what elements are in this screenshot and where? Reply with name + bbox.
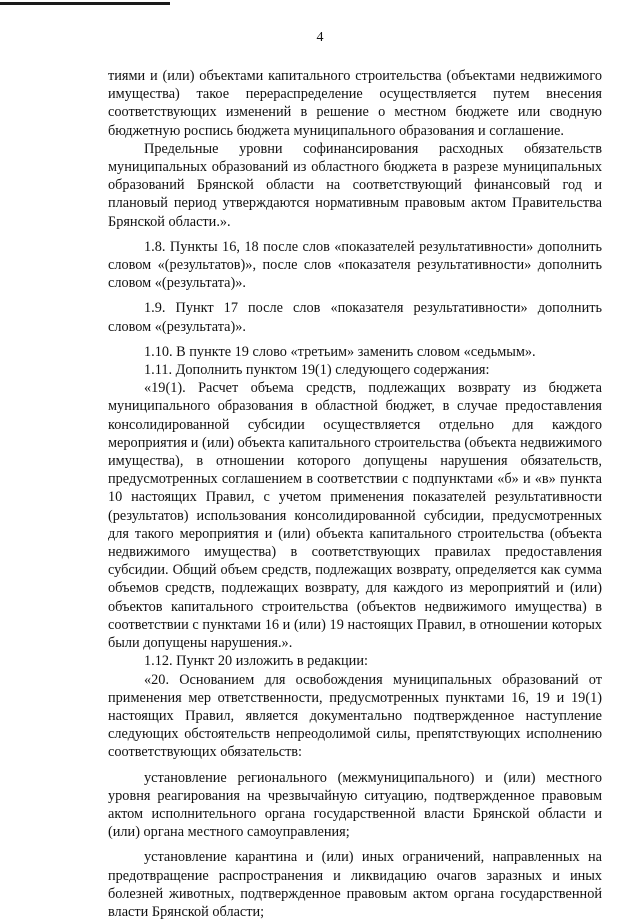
top-rule	[0, 2, 170, 5]
paragraph: «19(1). Расчет объема средств, подлежащих возврату из бюджета муниципального образования в областной бюджет, в случае предоставления консолидированной субсидии осуществляется отдельно для каждого мероприятия и (или) объекта капитального строительства (объекта недвижимого имущества), в отношении которого допущены нарушения обязательств, предусмотренных соглашением в соответствии с подпунктами «б» и «в» пункта 10 настоящих Правил, с учетом применения показателей результативности (результатов) использования консолидированной субсидии, предусмотренных для такого мероприятия и (или) объекта капитального строительства (объекта недвижимого имущества) в соответствующих правилах предоставления субсидии. Общий объем средств, подлежащих возврату, определяется как сумма объемов средств, подлежащих возврату, для каждого из мероприятий и (или) объектов капитального строительства (объектов недвижимого имущества) в соответствии с пунктами 16 и (или) 19 настоящих Правил, в отношении которых были допущены нарушения.».	[108, 380, 602, 652]
paragraph: «20. Основанием для освобождения муниципальных образований от применения мер ответственности, предусмотренных пунктами 16, 19 и 19(1) настоящих Правил, является документально подтвержденное наступление следующих обстоятельств непреодолимой силы, препятствующих исполнению соответствующих обязательств:	[108, 671, 602, 761]
paragraph: 1.10. В пункте 19 слово «третьим» заменить словом «седьмым».	[144, 343, 536, 360]
paragraph: 1.9. Пункт 17 после слов «показателя результативности» дополнить словом «(результата)».	[108, 300, 602, 335]
paragraph: установление регионального (межмуниципального) и (или) местного уровня реагирования на чрезвычайную ситуацию, подтвержденное правовым актом исполнительного органа государственной власти Брянской области и (или) органа местного самоуправления;	[108, 769, 602, 841]
paragraph: тиями и (или) объектами капитального строительства (объектами недвижимого имущества) такое перераспределение осуществляется путем внесения соответствующих изменений в решение о местном бюджете или сводную бюджетную роспись бюджета муниципального образования и соглашение.	[108, 68, 602, 139]
page-number: 4	[316, 30, 324, 45]
paragraph: 1.8. Пункты 16, 18 после слов «показателей результативности» дополнить словом «(результатов)», после слов «показателя результативности» дополнить словом «(результата)».	[108, 238, 602, 292]
paragraph: 1.11. Дополнить пунктом 19(1) следующего содержания:	[144, 362, 490, 379]
paragraph: установление карантина и (или) иных ограничений, направленных на предотвращение распространения и ликвидацию очагов заразных и иных болезней животных, подтвержденное правовым актом органа государственной власти Брянской области;	[108, 849, 602, 920]
document-body	[108, 67, 602, 921]
paragraph: Предельные уровни софинансирования расходных обязательств муниципальных образований из областного бюджета в разрезе муниципальных образований Брянской области на соответствующий финансовый год и плановый период утверждаются нормативным правовым актом Правительства Брянской области.».	[108, 140, 602, 230]
paragraph: 1.12. Пункт 20 изложить в редакции:	[144, 653, 368, 670]
